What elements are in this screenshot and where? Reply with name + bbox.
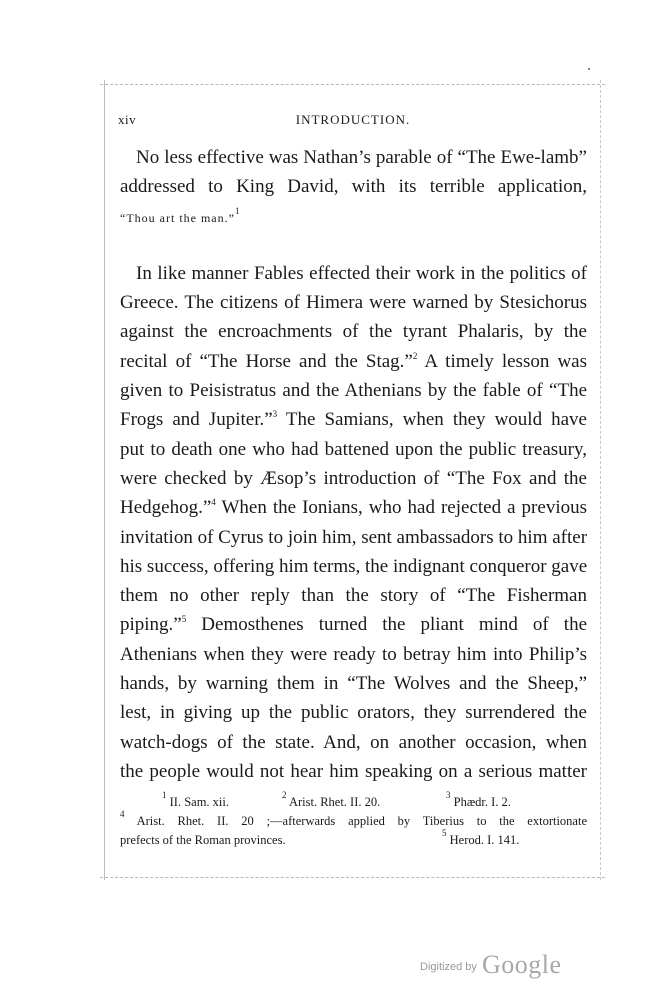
small-caps-quote: “Thou art the man.” <box>120 210 235 225</box>
paragraph-2-line: hands, by warning them in “The Wolves and the Sheep,” <box>120 673 587 695</box>
line-text: Frogs and Jupiter.” <box>120 409 273 431</box>
line-text: piping.” <box>120 614 182 636</box>
paragraph-1-line <box>120 202 587 231</box>
footnote-row <box>120 828 587 850</box>
paragraph-1-line: addressed to King David, with its terrible application, <box>120 176 587 198</box>
footnote-number: 2 <box>282 790 287 800</box>
paragraph-2-line <box>120 405 587 434</box>
footnote-number: 3 <box>446 790 451 800</box>
footnote-text: Herod. I. 141. <box>449 833 520 847</box>
running-header <box>118 112 588 130</box>
footnote-text: II. Sam. xii. <box>169 795 229 809</box>
scan-border-right <box>600 80 601 880</box>
digitized-by-google-watermark <box>420 950 562 980</box>
paragraph-2-line <box>120 347 587 376</box>
running-title: INTRODUCTION. <box>295 112 411 127</box>
footnote-ref: 5 <box>181 614 187 625</box>
paragraph-2-line: invitation of Cyrus to join him, sent ambassadors to him after <box>120 526 587 548</box>
footnote-ref: 2 <box>412 350 418 361</box>
line-text: When the Ionians, who had rejected a previous <box>215 497 587 519</box>
paragraph-2-line: lest, in giving up the public orators, they surrendered the <box>120 702 587 724</box>
footnote-text: Phædr. I. 2. <box>453 795 511 809</box>
paragraph-2-line: Greece. The citizens of Himera were warned by Stesichorus <box>120 292 587 314</box>
watermark-prefix: Digitized by <box>420 961 477 973</box>
line-text: The Samians, when they would have <box>277 409 587 431</box>
line-text: Demosthenes turned the pliant mind of the <box>186 614 587 636</box>
footnote-text: Arist. Rhet. II. 20. <box>288 795 381 809</box>
paragraph-2-line <box>120 493 587 522</box>
footnote-ref: 1 <box>234 205 240 216</box>
paragraph-2-line: In like manner Fables effected their work in the politics of <box>136 262 587 284</box>
footnote-number: 4 <box>120 809 125 819</box>
paragraph-2-line: the people would not hear him speaking on a serious matter <box>120 760 587 782</box>
footnote <box>442 828 520 850</box>
footnote-text: Arist. Rhet. II. 20 ;—afterwards applied by Tiberius to the extortionate <box>136 814 587 828</box>
paragraph-2-line: given to Peisistratus and the Athenians by the fable of “The <box>120 380 587 402</box>
footnote <box>446 790 511 812</box>
scan-border-top <box>100 84 605 85</box>
footnote <box>162 790 229 812</box>
footnote-ref: 3 <box>272 409 278 420</box>
footnote-row <box>120 809 587 831</box>
paragraph-2-line: Athenians when they were ready to betray him into Philip’s <box>120 643 587 665</box>
footnote <box>282 790 381 812</box>
scan-speck <box>588 68 590 70</box>
scan-border-left <box>104 80 105 880</box>
paragraph-2-line: them no other reply than the story of “The Fisherman <box>120 585 587 607</box>
google-logo: Google <box>481 950 562 979</box>
paragraph-2-line <box>120 610 587 639</box>
paragraph-2-line: put to death one who had battened upon the public treasury, <box>120 438 587 460</box>
page-number: xiv <box>118 112 137 127</box>
paragraph-2-line: were checked by Æsop’s introduction of “The Fox and the <box>120 467 587 489</box>
paragraph-2-line: his success, offering him terms, the indignant conqueror gave <box>120 555 587 577</box>
scan-border-bottom <box>100 877 605 878</box>
footnotes <box>120 790 587 850</box>
footnote-row <box>120 790 587 812</box>
footnote-number: 1 <box>162 790 167 800</box>
footnote-text: prefects of the Roman provinces. <box>120 833 286 847</box>
body-text <box>120 143 587 786</box>
paragraph-1-line: No less effective was Nathan’s parable of “The Ewe-lamb” <box>136 147 587 168</box>
paragraph-2-line: watch-dogs of the state. And, on another occasion, when <box>120 731 587 753</box>
footnote-ref: 4 <box>211 497 216 508</box>
line-text: Hedgehog.” <box>120 497 212 519</box>
line-text: A timely lesson was <box>417 350 587 372</box>
line-text: recital of “The Horse and the Stag.” <box>120 350 413 372</box>
footnote-number: 5 <box>442 828 447 838</box>
paragraph-2-line: against the encroachments of the tyrant Phalaris, by the <box>120 321 587 343</box>
